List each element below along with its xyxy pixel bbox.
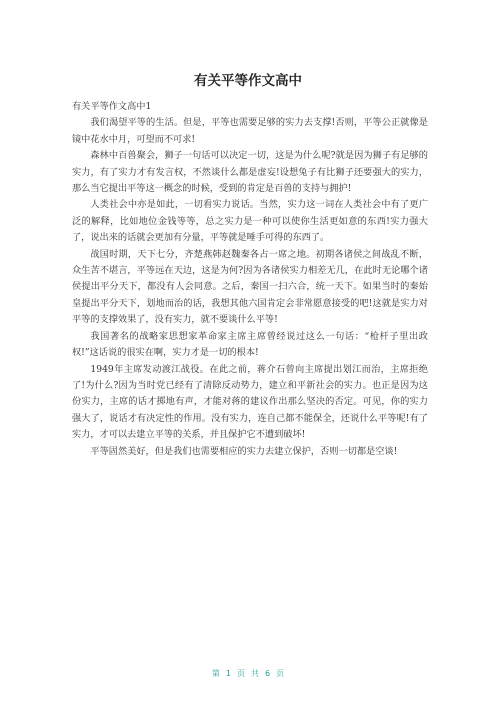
total-unit: 页 (276, 669, 285, 678)
paragraph: 我们渴望平等的生活。但是，平等也需要足够的实力去支撑!否则，平等公正就像是镜中花水中月，可望而不可求! (72, 117, 428, 145)
paragraph: 森林中百兽聚会，狮子一句话可以决定一切，这是为什么呢?就是因为狮子有足够的实力，有了实力才有发言权，不然谈什么都是虚妄!设想兔子有比狮子还要强大的实力，那么当它提出平等这一概念的时候，受到的肯定是百兽的支持与拥护! (72, 150, 428, 195)
page-number-footer (0, 669, 496, 679)
total-pages-number: 6 (265, 669, 271, 678)
paragraph: 平等固然美好，但是我们也需要相应的实力去建立保护，否则一切都是空谈! (90, 445, 398, 457)
total-label: 共 (251, 669, 259, 678)
paragraph: 人类社会中亦是如此，一切看实力说话。当然，实力这一词在人类社会中有了更广泛的解释，比如地位金钱等等，总之实力是一种可以使你生活更如意的东西!实力强大了，说出来的话就会更加有分量，平等就是唾手可得的东西了。 (72, 199, 428, 244)
paragraph: 1949年主席发动渡江战役。在此之前，蒋介石曾向主席提出划江而治，主席拒绝了!为什么?因为当时党已经有了清除反动势力，建立和平新社会的实力。也正是因为这份实力，主席的话才掷地有声，才能对蒋的建议作出那么坚决的否定。可见，你的实力强大了，说话才有决定性的作用。没有实力，连自己都不能保全，还说什么平等呢!有了实力，才可以去建立平等的关系，并且保护它不遭到破坏! (72, 363, 428, 441)
page-unit: 页 (237, 669, 245, 678)
document-title: 有关平等作文高中 (194, 73, 302, 89)
document-body (72, 99, 428, 460)
paragraph: 我国著名的战略家思想家革命家主席主席曾经说过这么一句话：“枪杆子里出政权!”这话说的很实在啊，实力才是一切的根本! (72, 330, 428, 359)
section-heading: 有关平等作文高中1 (72, 101, 152, 112)
page-label: 第 (211, 669, 220, 678)
current-page-number: 1 (225, 669, 231, 678)
paragraph: 战国时期，天下七分，齐楚燕韩赵魏秦各占一席之地。初期各诸侯之间战乱不断，众生苦不堪言，平等远在天边，这是为何?因为各诸侯实力相差无几，在此时无论哪个诸侯提出平分天下，都没有人会同意。之后，秦国一扫六合，统一天下。如果当时的秦始皇提出平分天下，划地而治的话，我想其他六国肯定会非常愿意接受的吧!这就是实力对平等的支撑效果了，没有实力，就不要谈什么平等! (72, 248, 428, 326)
